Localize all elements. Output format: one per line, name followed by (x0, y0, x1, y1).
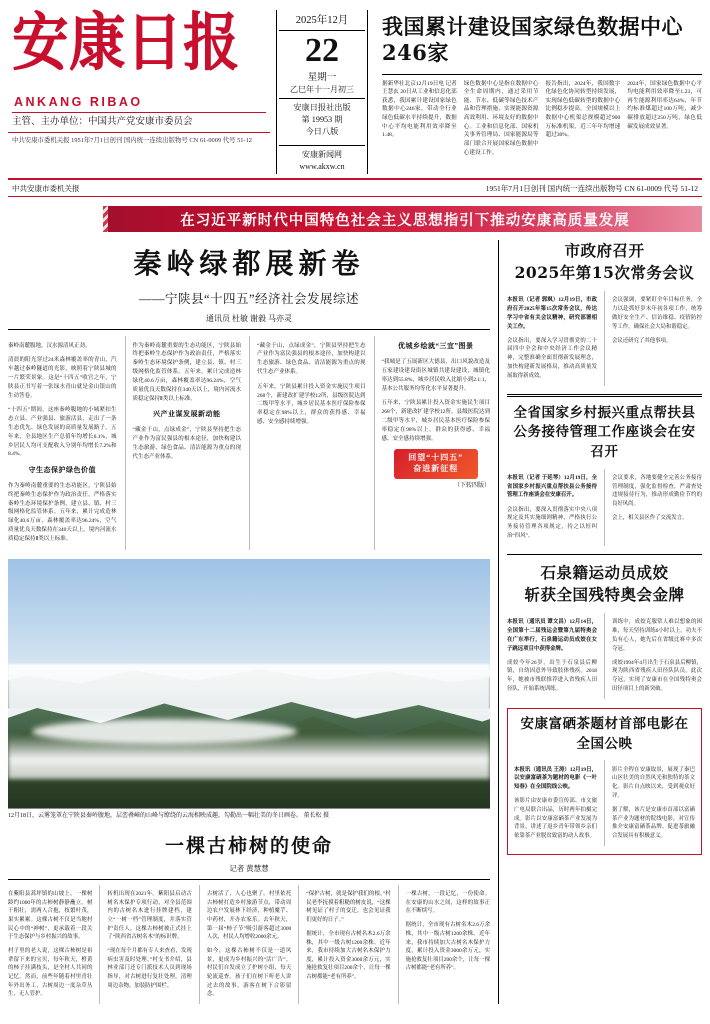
campaign-stamp (394, 449, 478, 479)
stamp-line-1: 回望“十四五” (408, 453, 464, 463)
feature-subhead-1: 守生态保护绿色价值 (28, 465, 96, 474)
theme-banner: 在习近平新时代中国特色社会主义思想指引下推动安康高质量发展 (108, 206, 702, 232)
r1-title-line-2: 2025年第15次常务会议 (514, 263, 695, 283)
feature-p3: “十四五”期间，这座秦岭腹地的小城紧扣生态立县、产业强县、旅游活县，走出了一条生态优先、绿色发展的高质量发展路子。五年来，全县地区生产总值年均增长6.1%，城乡居民人均可支配收入分别年均增长7.2%和8.4%。 (8, 406, 117, 458)
theme-banner-wrap (8, 206, 702, 232)
photo-sky (8, 559, 490, 672)
feature-p4: 作为秦岭南麓重要的生态功能区，宁陕县始终把秦岭生态保护作为政治责任，严格落实秦岭生态环境保护条例，建立县、镇、村三级网格化监管体系。五年来，累计完成造林绿化40.6万亩，森林覆盖率达96.24%，空气质量优良天数保持在340天以上，境内河流水质稳定保持Ⅱ类以上标准。 (8, 482, 117, 543)
r2-p2: 会议要求，各地要健全完善公务接待管理制度，强化监督检查，严肃查处违规接待行为，推动形成勤俭节约的良好风尚。 (612, 474, 702, 508)
feature-p8: 五年来，宁陕县累计投入资金实施民生项目268个，新建改扩建学校12所，县级医院达到二级甲等水平，城乡居民基本医疗保险参保率稳定在98%以上，群众的获得感、幸福感、安全感持续增强。 (257, 383, 366, 426)
mid-p10: 据统计，全市现有古树名木2.6万余株，其中一级古树1200余株。近年来，我市持续加大古树名木保护力度，累计投入资金3000余万元，实施抢救复壮项目200余个，让每一棵古树都能“老有所养”。 (405, 922, 491, 972)
r1-col-2 (604, 291, 702, 386)
mid-p6: 如今，这棵古柿树不仅是一道风景，更成为乡村振兴的“活广告”。村民们自发成立了护树小组，每天轮流巡查。孩子们在树下听老人讲过去的故事，游客在树下合影留念。 (206, 948, 292, 998)
r3-p1: 成姣今年26岁，出生于石泉县后柳镇，自幼因意外导致肢体残疾。2018年，她被市残联推荐进入省残疾人田径队，开始系统训练。 (507, 659, 597, 692)
publisher-name: 安康日报社出版 (279, 98, 365, 114)
mid-p3: 转机出现在2021年。紫阳县启动古树名木保护专项行动，对全县范围内的古树名木进行挂牌建档，建立“一树一档”管理制度，并落实管护责任人。这棵古柿树被正式挂上了“陕西省古树名木”的标识牌。 (107, 890, 192, 941)
header-strip (8, 178, 702, 197)
mid-p7: “保护古树，就是保护我们的根。”村民老李抚摸着粗糙的树皮说，“这棵树见证了村子的变迁，也会见证我们更好的日子。” (306, 890, 391, 923)
mid-col-4 (298, 885, 390, 1005)
r2-col-1 (507, 469, 597, 546)
lead-headline: 我国累计建设国家绿色数据中心246家 (382, 14, 683, 66)
feature-body (8, 336, 490, 550)
feature-title: 秦岭绿都展新卷 (133, 247, 365, 280)
site-name: 安康新闻网 (302, 149, 342, 159)
feature-byline: 通讯员 杜敏 谢毅 马亦灵 (206, 314, 292, 323)
masthead-meta: 中共安康市委机关报 1951年7月1日创刊 国内统一连续出版物号 CN 61-0009 代号 51-12 (8, 132, 270, 146)
r2-title-line-1: 全省国家乡村振兴重点帮扶县 (513, 404, 696, 421)
lead-story (374, 6, 702, 157)
r4-p3: 据了解，该片是安康市首部以富硒茶产业为题材的院线电影，对宣传推介安康富硒茶品牌、促进茶旅融合发展具有积极意义。 (612, 806, 695, 840)
mid-col-2 (99, 885, 191, 1005)
stamp-line-2: 奋进新征程 (413, 463, 459, 473)
strip-right-text: 1951年7月1日创刊 国内统一连续出版物号 CN 61-0009 代号 51-12 (485, 183, 698, 193)
mid-p2: 村子里的老人说，这棵古柿树是祖辈留下来的宝贝，每年秋天，橙黄的柿子挂满枝头，是全村人共同的记忆。然而，前些年随着村里青壮年外出务工，古树周边一度杂草丛生，无人管护。 (8, 948, 93, 998)
newspaper-pinyin: ANKANG RIBAO (14, 94, 143, 109)
feature-subtitle: ——宁陕县“十四五”经济社会发展综述 (138, 292, 360, 306)
r1-lead: 本报讯（记者 郭飒）12月19日，市政府召开2025年第15次常务会议，传达学习中省有关会议精神，研究部署相关工作。 (507, 297, 597, 330)
r1-title-line-1: 市政府召开 (564, 241, 645, 260)
newspaper-title: 安康日报 (12, 5, 240, 80)
r1-p2: 会议强调，要紧盯全年目标任务，全力以赴抓好岁末年初各项工作，统筹做好安全生产、信访维稳、疫情防控等工作，确保社会大局和谐稳定。 (612, 297, 702, 330)
feature-p10: 五年来，宁陕县累计投入资金实施民生项目268个，新建改扩建学校12所，县级医院达到二级甲等水平，城乡居民基本医疗保险参保率稳定在98%以上，群众的获得感、幸福感、安全感持续增强。 (381, 399, 490, 442)
r3-col-1 (507, 613, 597, 699)
r2-col-2 (604, 469, 702, 546)
feature-p6: “藏金于山，点绿成金”，宁陕县坚持把生态产业作为富民强县的根本途径，加快构建以生态旅游、绿色食品、清洁能源为重点的现代生态产业体系。 (132, 427, 241, 460)
right-article-4-boxed (507, 708, 702, 855)
r4-col-1 (514, 760, 597, 846)
r2-p1: 会议指出，要深入贯彻落实中央八项规定及其实施细则精神，严格执行公务接待管理各项规定，持之以恒纠治“四风”。 (507, 506, 597, 539)
date-year-month: 2025年12月 (279, 12, 365, 31)
r4-p1: 该影片由安康市委宣传部、市文旅广电局联合出品，历时两年拍摄完成。影片以安康富硒茶产业发展为背景，讲述了返乡青年带领乡亲们依靠茶产业脱贫致富的动人故事。 (514, 798, 597, 840)
r4-lead: 本报讯（通讯员 王涛）12月19日，以安康富硒茶为题材的电影《一叶知春》在全国院线公映。 (514, 766, 597, 791)
date-weekday: 星期一 (307, 72, 337, 83)
left-column (8, 240, 490, 1004)
mid-article-title: 一棵古柿树的使命 (164, 834, 333, 857)
feature-subhead-3: 优城乡绘就“三宜”图景 (398, 342, 474, 350)
r3-title-line-2: 斩获全国残特奥会金牌 (524, 585, 685, 605)
r2-title-line-2: 公务接待管理工作座谈会在安召开 (513, 424, 696, 460)
r1-p3: 会议还研究了其他事项。 (612, 337, 672, 344)
feature-col-2 (125, 336, 242, 550)
date-day: 22 (305, 32, 339, 69)
r3-p2: 训练中，成姣克服常人难以想象的困难，每天坚持训练6小时以上。功夫不负有心人，她先后在省级比赛中多次夺冠。 (612, 619, 702, 652)
r4-p2: 影片全程在安康取景，展现了秦巴山区壮美的自然风光和独特的茶文化。影片自点映以来，受到观众好评。 (612, 766, 695, 799)
date-lunar: 乙巳年十一月初三 (290, 84, 354, 94)
feature-p2: 清晨的阳光穿过24米森林覆盖率的青山，汽车越过秦岭隧道的光影，映照着宁陕县城的一片繁荣景象。这是“十四五”收官之年，宁陕县正书写着一张绿水青山就是金山银山的生动答卷。 (8, 356, 117, 399)
r3-title-line-1: 石泉籍运动员成姣 (540, 562, 669, 582)
r3-p3: 成姣1994年4月出生于石泉县后柳镇，现为陕西省残疾人田径队队员。此次夺冠，实现了安康市在全国残特奥会田径项目上的新突破。 (612, 659, 702, 692)
mid-article-body (8, 885, 490, 1005)
feature-p1: 秦岭南麓腹地，汉水源清风正劲。 (8, 342, 91, 349)
photo-block (8, 559, 490, 821)
date-block (276, 10, 368, 174)
masthead (8, 6, 702, 174)
r2-lead: 本报讯（记者 于延琴）12月19日，全省国家乡村振兴重点帮扶县公务接待管理工作座谈会在安康召开。 (507, 474, 597, 499)
mid-col-3 (199, 885, 291, 1005)
feature-subhead-2: 兴产业谋发展新动能 (153, 410, 221, 419)
r3-col-2 (604, 613, 702, 699)
right-article-3 (507, 562, 702, 699)
website-block (279, 145, 365, 175)
main-content (8, 240, 702, 1004)
feature-divider (8, 329, 490, 330)
r4-title: 安康富硒茶题材首部电影在全国公映 (520, 716, 689, 752)
publisher-line: 主管、主办单位：中国共产党安康市委员会 (12, 116, 193, 127)
r1-col-1 (507, 291, 597, 386)
feature-col-4 (374, 336, 491, 550)
feature-p7: “藏金于山，点绿成金”，宁陕县坚持把生态产业作为富民强县的根本途径，加快构建以生态旅游、绿色食品、清洁能源为重点的现代生态产业体系。 (257, 342, 366, 376)
lead-col-4: 2024年，国家绿色数据中心平均电能利用效率降至1.23，可再生能源利用率达64%，年节约标准煤超过100万吨，减少碳排放超过250万吨，绿色低碳发展成效显著。 (627, 80, 702, 130)
page-count: 今日八版 (305, 127, 339, 137)
photo-caption: 12月18日，云雾笼罩在宁陕县秦岭腹地，层峦叠嶂的山峰与缭绕的云海相映成趣，勾勒出一幅壮美的冬日画卷。 董长松 摄 (8, 812, 330, 819)
lead-divider (382, 74, 702, 75)
right-column (498, 240, 702, 1004)
mid-article-divider (8, 879, 490, 880)
photo-cloud-low (8, 734, 490, 779)
right-divider-1 (507, 394, 702, 397)
lead-body (382, 80, 702, 158)
lead-col-1: 据新华社北京12月19日电 记者王慧玄 20日从工业和信息化部获悉，我国累计建设国家绿色数据中心246家，带动全行业绿色低碳水平持续提升，数据中心平均电能利用效率降至1.48。 (382, 80, 457, 139)
lead-col-2: 绿色数据中心是指在数据中心全生命周期内，通过采用节能、节水、低碳等绿色技术产品和管理措施，实现能源资源高效利用、环境友好的数据中心。工业和信息化部、国家机关事务管理局、国家能源局等部门联合开展国家绿色数据中心建设工作。 (463, 80, 539, 156)
mid-col-5 (398, 885, 490, 1005)
continuation-note: （下转四版） (453, 482, 490, 489)
r1-p1: 会议指出，要深入学习贯彻党的二十届四中全会和中央经济工作会议精神，完整准确全面贯彻新发展理念，加快构建新发展格局，推动高质量发展取得新成效。 (507, 337, 597, 379)
feature-p9: “我城是了五展新区大德县，出口风貌改造及五家建设建设街区城镇共建设建设，城镇化率达到55.8%，城乡居民收入比缩小到2.1:1，基本公共服务均等化水平显著提升。 (381, 358, 490, 392)
mid-p1: 在紫阳县蒿坪镇的山坡上，一棵树龄约1000年的古柿树静静矗立。树干粗壮，需两人合抱，枝繁叶茂，果实累累。这棵古树不仅是当地村民心中的“神树”，更承载着一段关于生态保护与乡村振兴的故事。 (8, 890, 93, 941)
site-url[interactable]: www.akxw.cn (299, 162, 345, 172)
mountain-photo (8, 559, 490, 809)
mid-p8: 据统计，全市现有古树名木2.6万余株，其中一级古树1200余株。近年来，我市持续加大古树名木保护力度，累计投入资金3000余万元，实施抢救复壮项目200余个，让每一棵古树都能“老有所养”。 (306, 930, 391, 981)
issue-number: 第 19953 期 (301, 114, 343, 124)
r3-body (507, 613, 702, 699)
r2-body (507, 469, 702, 546)
mid-p5: 古树活了，人心也聚了。村里依托古柿树打造乡村旅游节点，带动周边农户发展林下经济，种植魔芋、中药材，开办农家乐。去年秋天，第一届“柿子节”吸引游客超过3000人次，村民人均增收2000余元。 (206, 890, 292, 941)
r2-p3: 会上，相关县区作了交流发言。 (612, 515, 688, 522)
right-article-1 (507, 240, 702, 386)
r4-body (514, 760, 695, 846)
mid-article-byline: 记者 黄慧慧 (229, 863, 269, 873)
feature-col-3 (249, 336, 366, 550)
lead-col-3: 报告指出，2024年，我国数字化绿色化协同转型持续发展，实现绿色低碳转型的数据中心比例稳步提高。全国规模以上数据中心机架总规模超过900万标准机架，近三年年均增速超过30%。 (545, 80, 621, 139)
right-divider-2 (507, 554, 702, 555)
mid-col-1 (8, 885, 92, 1005)
right-article-2 (507, 404, 702, 546)
strip-left-text: 中共安康市委机关报 (12, 183, 80, 193)
mid-p4: “现在每个月都有专人来查看，发现病虫害及时处理。”村支书介绍，县林业部门还专门派技术人员到现场指导，对古树进行复壮处理，清理周边杂物，加装防护围栏。 (107, 948, 192, 989)
mid-p9: 一棵古树，一段记忆，一份使命。在安康的山水之间，这样的故事正在不断续写。 (405, 890, 491, 915)
feature-col-1 (8, 336, 117, 550)
feature-p5: 作为秦岭南麓重要的生态功能区，宁陕县始终把秦岭生态保护作为政治责任，严格落实秦岭生态环境保护条例，建立县、镇、村三级网格化监管体系。五年来，累计完成造林绿化40.6万亩，森林覆盖率达96.24%，空气质量优良天数保持在340天以上，境内河流水质稳定保持Ⅱ类以上标准。 (132, 342, 241, 402)
r1-body (507, 291, 702, 386)
masthead-logo (8, 6, 270, 146)
r3-lead: 本报讯（通讯员 谭文昌）12月14日，全国第十二届残运会暨第九届特奥会在广东举行，石泉籍运动员成姣在女子跳远项目中获得金牌。 (507, 619, 597, 652)
r4-col-2 (604, 760, 695, 846)
